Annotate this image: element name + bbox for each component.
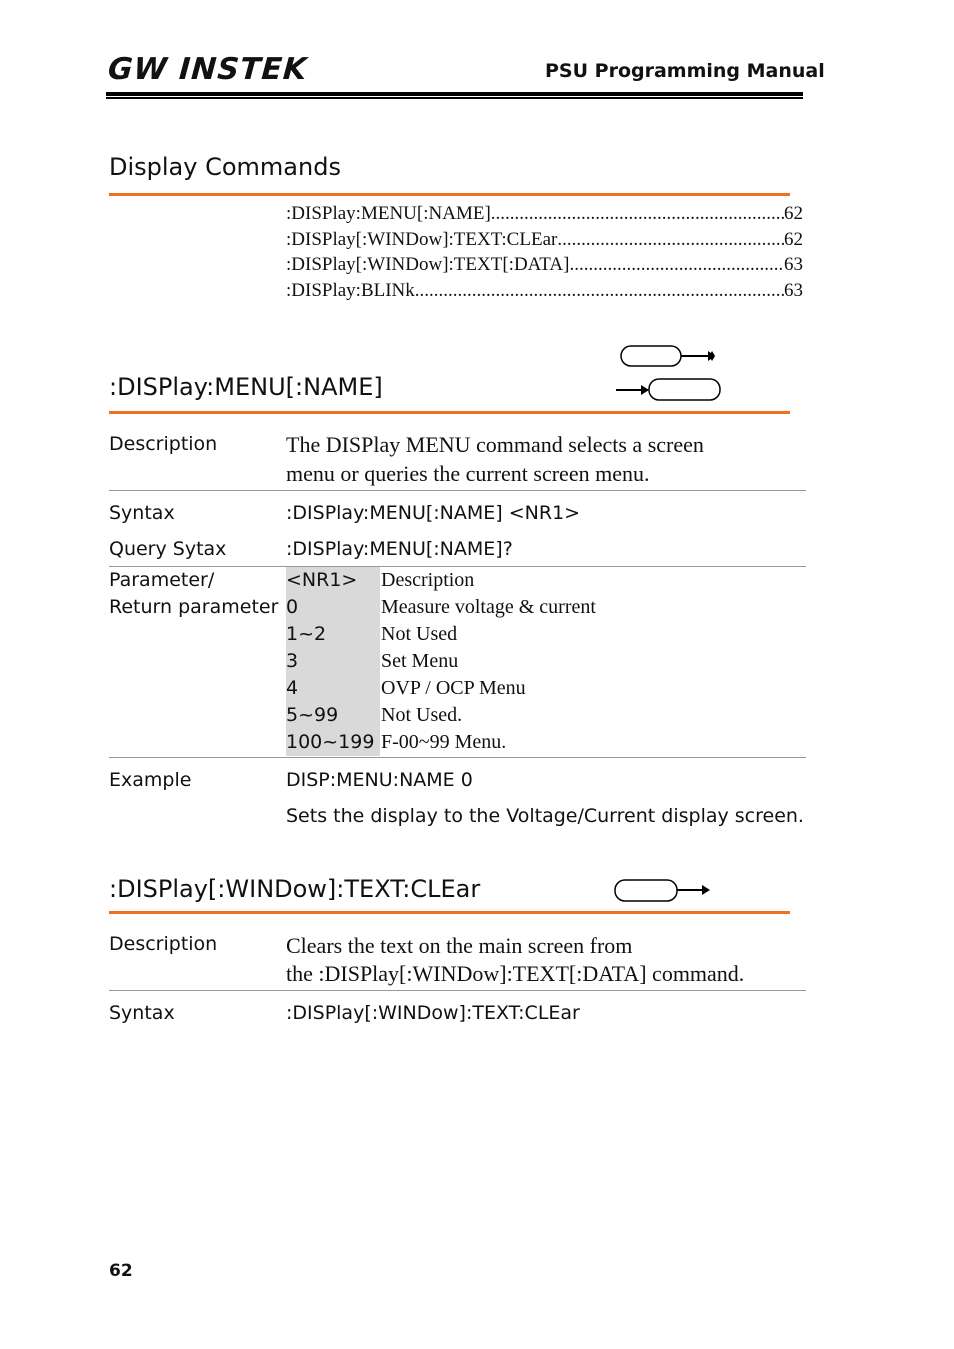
- description-label: Description: [109, 433, 218, 455]
- toc-entry[interactable]: [286, 229, 803, 251]
- query-syntax-value: :DISPlay:MENU[:NAME]?: [286, 538, 513, 560]
- param-value: 0: [286, 594, 380, 621]
- example-description: Sets the display to the Voltage/Current display screen.: [286, 805, 804, 827]
- toc-entry-text: :DISPlay:BLINk: [286, 280, 415, 301]
- header-rule-thin: [106, 97, 803, 99]
- description-line-2: the :DISPlay[:WINDow]:TEXT[:DATA] command.: [286, 961, 745, 986]
- toc-entry[interactable]: [286, 254, 803, 276]
- command-rule: [109, 911, 790, 914]
- toc-entry-page: 63: [784, 254, 803, 275]
- param-description: Not Used.: [381, 704, 463, 726]
- page-number: 62: [109, 1261, 133, 1281]
- parameter-label: Parameter/: [109, 569, 215, 591]
- param-value: 4: [286, 675, 380, 702]
- table-header-cell: <NR1>: [286, 567, 380, 594]
- param-value: 1~2: [286, 621, 380, 648]
- toc-entry-text: :DISPlay[:WINDow]:TEXT:CLEar: [286, 229, 558, 250]
- table-header-cell: Description: [381, 569, 475, 591]
- param-description: F-00~99 Menu.: [381, 731, 507, 753]
- header-rule: [106, 92, 803, 96]
- param-description: Set Menu: [381, 650, 459, 672]
- param-description: Measure voltage & current: [381, 596, 596, 618]
- toc-entry-page: 63: [784, 280, 803, 301]
- toc-entry-text: :DISPlay:MENU[:NAME]: [286, 203, 491, 224]
- toc-entry[interactable]: [286, 203, 803, 225]
- return-parameter-label: Return parameter: [109, 596, 279, 618]
- syntax-value: :DISPlay:MENU[:NAME] <NR1>: [286, 502, 581, 524]
- query-syntax-label: Query Sytax: [109, 538, 227, 560]
- example-command: DISP:MENU:NAME 0: [286, 769, 473, 791]
- syntax-label: Syntax: [109, 502, 175, 524]
- example-label: Example: [109, 769, 192, 791]
- syntax-label: Syntax: [109, 1002, 175, 1024]
- description-label: Description: [109, 933, 218, 955]
- command-title: :DISPlay[:WINDow]:TEXT:CLEar: [109, 875, 481, 903]
- divider: [109, 757, 806, 758]
- brand-logo: GW INSTEK: [106, 52, 309, 87]
- divider: [109, 490, 806, 491]
- description-line-1: Clears the text on the main screen from: [286, 933, 633, 958]
- param-value: 100~199: [286, 729, 380, 756]
- toc-entry-text: :DISPlay[:WINDow]:TEXT[:DATA]: [286, 254, 570, 275]
- section-rule: [109, 193, 790, 196]
- description-line-1: The DISPlay MENU command selects a screen: [286, 432, 704, 457]
- param-value: 5~99: [286, 702, 380, 729]
- param-value: 3: [286, 648, 380, 675]
- syntax-value: :DISPlay[:WINDow]:TEXT:CLEar: [286, 1002, 580, 1024]
- manual-title: PSU Programming Manual: [545, 60, 825, 82]
- param-description: OVP / OCP Menu: [381, 677, 526, 699]
- command-title: :DISPlay:MENU[:NAME]: [109, 373, 383, 401]
- divider: [109, 990, 806, 991]
- command-rule: [109, 411, 790, 414]
- query-command-icon: [614, 377, 724, 403]
- toc-entry-page: 62: [784, 203, 803, 224]
- set-command-icon: [610, 878, 720, 904]
- section-title: Display Commands: [109, 153, 341, 181]
- param-description: Not Used: [381, 623, 458, 645]
- toc-entry-page: 62: [784, 229, 803, 250]
- description-line-2: menu or queries the current screen menu.: [286, 461, 650, 486]
- toc-entry[interactable]: [286, 280, 803, 302]
